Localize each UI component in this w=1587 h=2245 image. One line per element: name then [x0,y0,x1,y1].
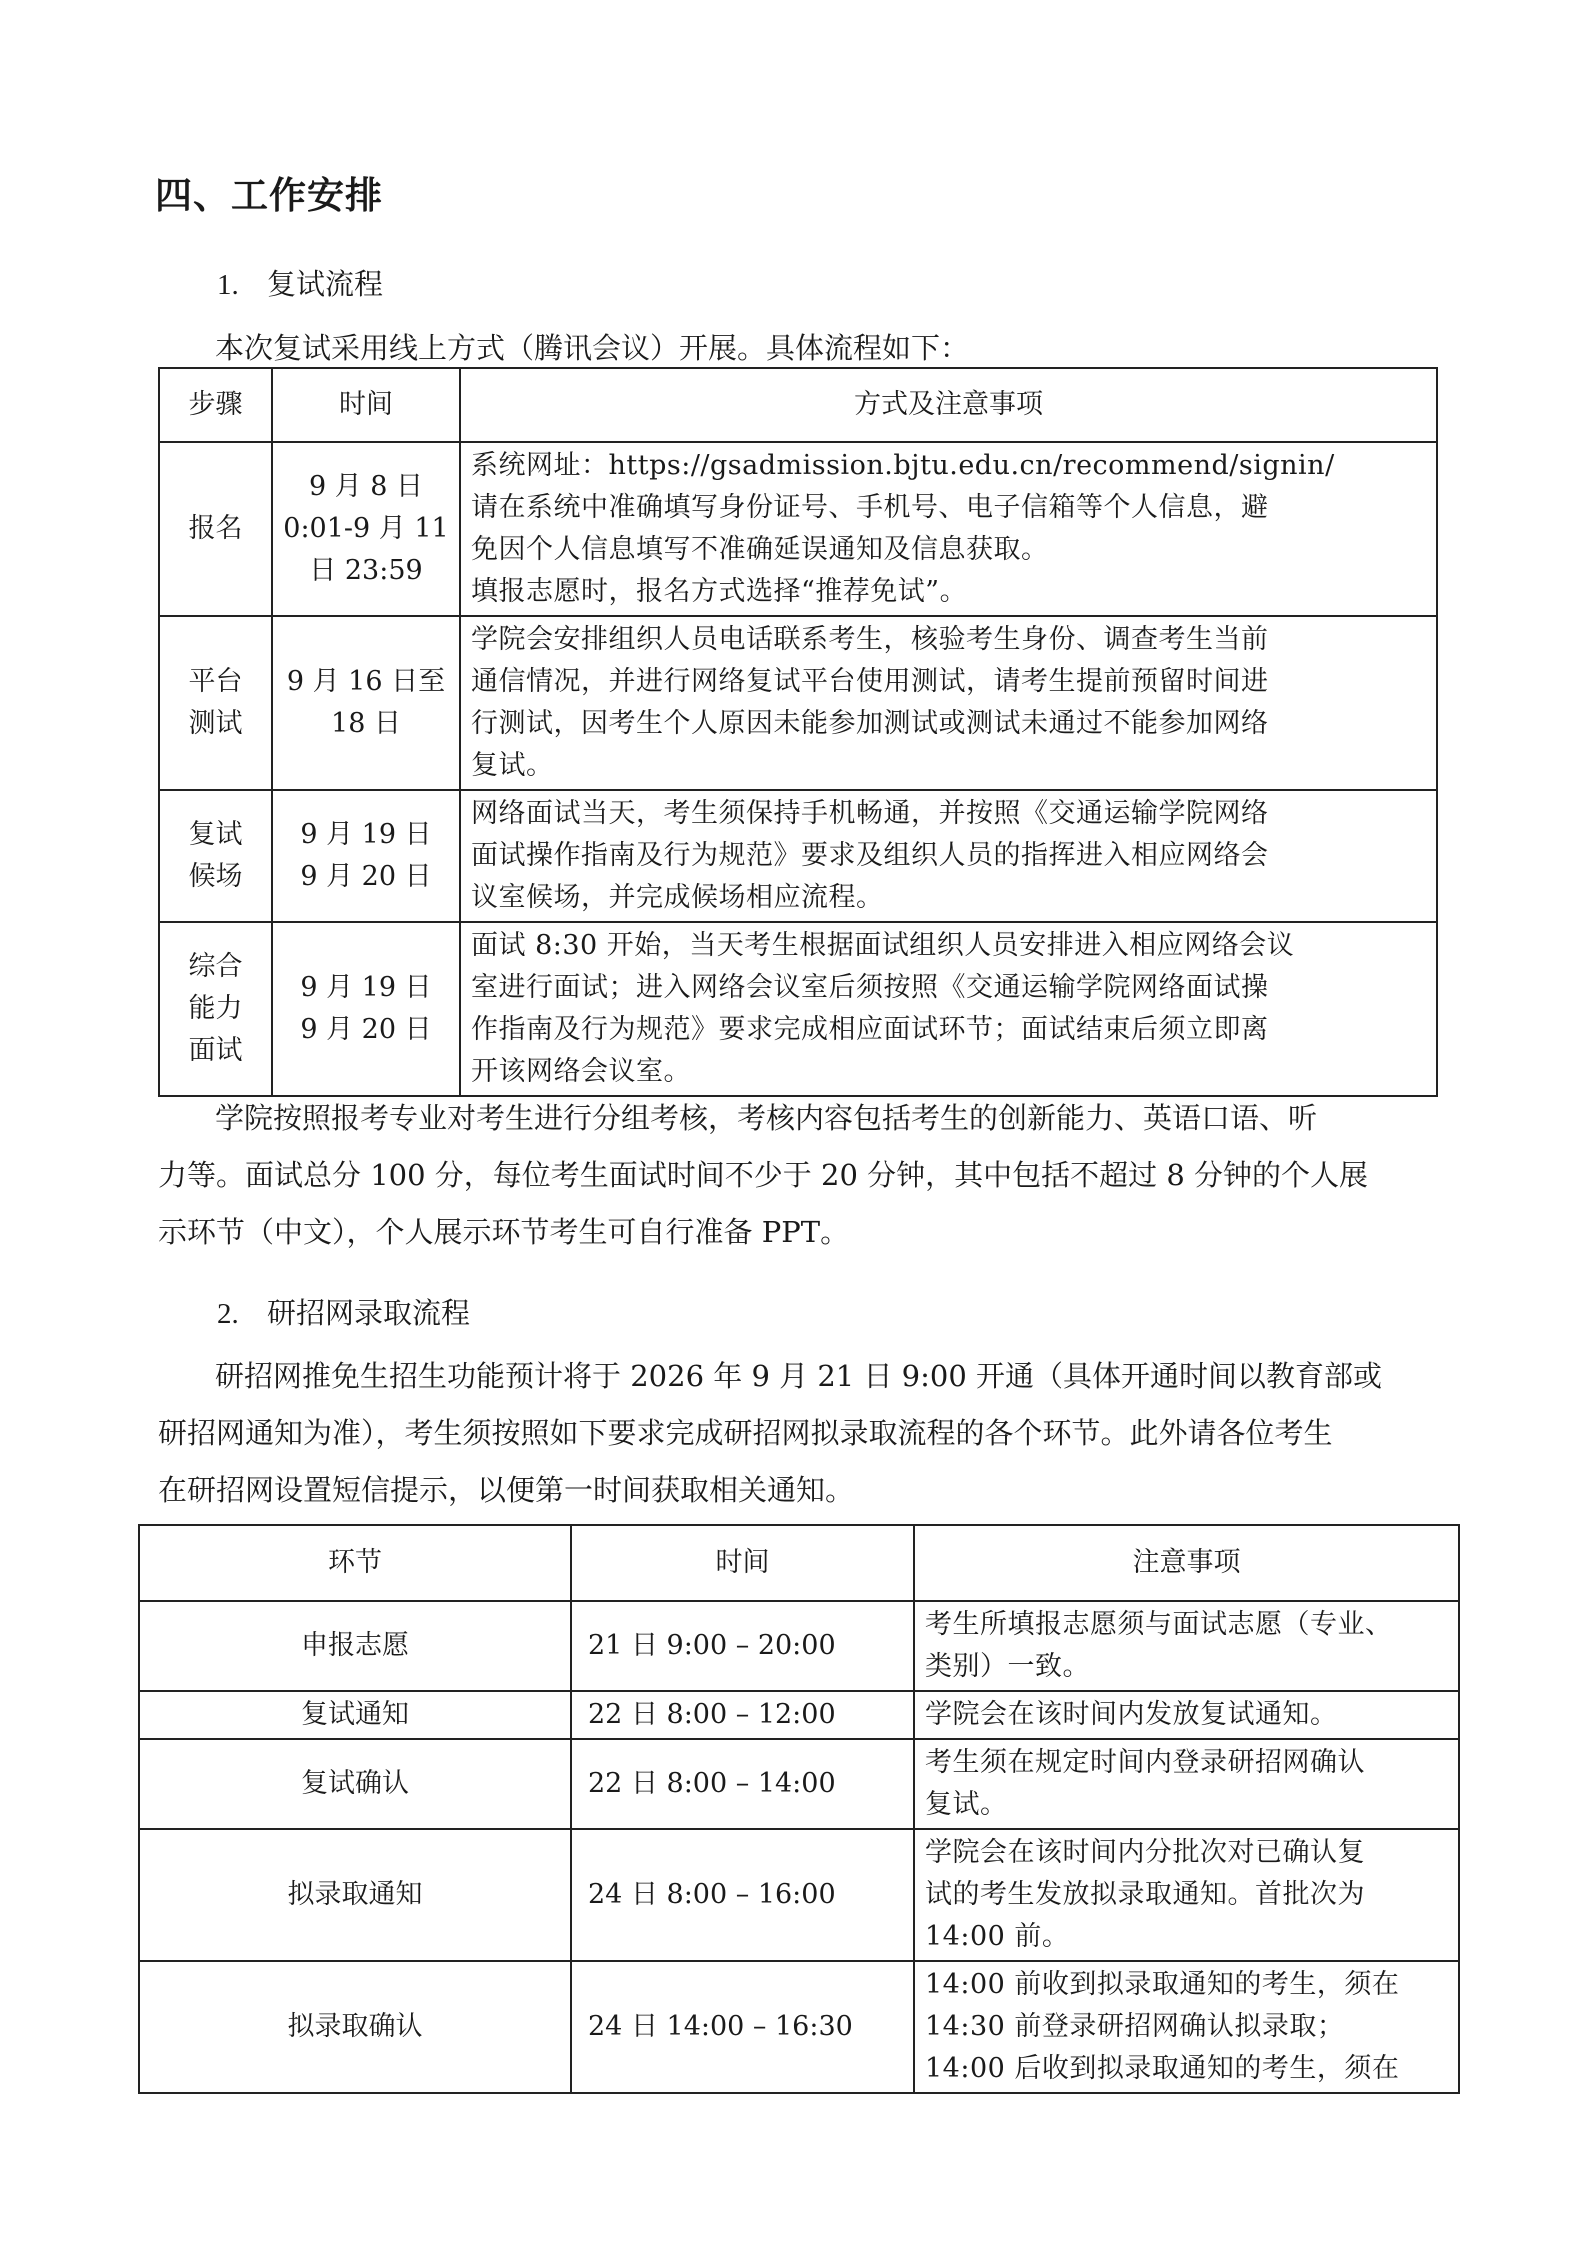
note-line: 14:30 前登录研招网确认拟录取； [925,2011,1345,2042]
retest-process-table [158,367,1438,1097]
note-line: 面试操作指南及行为规范》要求及组织人员的指挥进入相应网络会 [471,840,1269,871]
stage-cell: 复试确认 [139,1739,571,1829]
time-cell [272,616,460,790]
table-header-row [139,1525,1459,1601]
time-line: 9 月 19 日 [300,972,432,1003]
time-line: 9 月 8 日 [308,471,424,502]
paragraph-line: 研招网推免生招生功能预计将于 2026 年 9 月 21 日 9:00 开通（具体开通时间以教育部或 [215,1359,1383,1393]
admission-paragraph [158,1348,1440,1519]
time-line: 9 月 16 日至 [286,666,446,697]
step-line: 能力 [188,993,243,1024]
note-line: 学院会在该时间内发放复试通知。 [925,1699,1338,1730]
stage-cell: 拟录取通知 [139,1829,571,1961]
subsection-number: 2. [217,1298,239,1330]
note-line: 系统网址：https://gsadmission.bjtu.edu.cn/recommend/signin/ [471,450,1335,481]
table-header-row [159,368,1437,442]
table-row [139,1829,1459,1961]
note-cell [460,616,1437,790]
step-line: 综合 [188,951,243,982]
table-row [159,922,1437,1096]
header-cell: 时间 [272,368,460,442]
note-line: 复试。 [471,750,554,781]
stage-cell: 拟录取确认 [139,1961,571,2093]
assessment-paragraph [158,1090,1440,1261]
paragraph-line: 学院按照报考专业对考生进行分组考核，考核内容包括考生的创新能力、英语口语、听 [215,1101,1318,1135]
table-row [159,616,1437,790]
note-cell [914,1739,1459,1829]
table-row [139,1601,1459,1691]
time-cell: 21 日 9:00 – 20:00 [571,1601,914,1691]
note-line: 14:00 后收到拟录取通知的考生，须在 [925,2053,1400,2084]
subsection-heading-1 [217,262,383,303]
note-line: 复试。 [925,1789,1008,1820]
note-line: 网络面试当天，考生须保持手机畅通，并按照《交通运输学院网络 [471,798,1269,829]
step-cell [159,442,272,616]
step-line: 测试 [188,708,243,739]
note-line: 议室候场，并完成候场相应流程。 [471,882,884,913]
note-line: 学院会在该时间内分批次对已确认复 [925,1837,1365,1868]
note-line: 免因个人信息填写不准确延误通知及信息获取。 [471,534,1049,565]
note-cell [460,922,1437,1096]
step-line: 面试 [188,1035,243,1066]
note-cell [914,1961,1459,2093]
note-cell [914,1691,1459,1739]
time-cell: 24 日 8:00 – 16:00 [571,1829,914,1961]
note-cell [460,442,1437,616]
section-title: 四、工作安排 [155,174,383,217]
note-line: 室进行面试；进入网络会议室后须按照《交通运输学院网络面试操 [471,972,1269,1003]
table-row [139,1739,1459,1829]
time-line: 0:01-9 月 11 [283,513,449,544]
header-cell: 步骤 [159,368,272,442]
note-cell [460,790,1437,922]
header-cell: 时间 [571,1525,914,1601]
table-row [139,1961,1459,2093]
time-line: 9 月 20 日 [300,1014,432,1045]
note-line: 开该网络会议室。 [471,1056,691,1087]
step-cell [159,790,272,922]
note-line: 请在系统中准确填写身份证号、手机号、电子信箱等个人信息，避 [471,492,1269,523]
time-cell: 22 日 8:00 – 12:00 [571,1691,914,1739]
note-line: 通信情况，并进行网络复试平台使用测试，请考生提前预留时间进 [471,666,1269,697]
stage-cell: 申报志愿 [139,1601,571,1691]
time-line: 18 日 [331,708,401,739]
intro-text: 本次复试采用线上方式（腾讯会议）开展。具体流程如下： [215,331,970,365]
table-row [159,790,1437,922]
paragraph-line: 研招网通知为准），考生须按照如下要求完成研招网拟录取流程的各个环节。此外请各位考生 [158,1416,1333,1450]
table-row [159,442,1437,616]
note-line: 学院会安排组织人员电话联系考生，核验考生身份、调查考生当前 [471,624,1269,655]
step-cell [159,922,272,1096]
note-cell [914,1601,1459,1691]
note-line: 面试 8:30 开始，当天考生根据面试组织人员安排进入相应网络会议 [471,930,1295,961]
admission-process-table [138,1524,1460,2094]
stage-cell: 复试通知 [139,1691,571,1739]
time-cell: 24 日 14:00 – 16:30 [571,1961,914,2093]
step-line: 报名 [188,513,243,544]
table-row [139,1691,1459,1739]
note-line: 行测试，因考生个人原因未能参加测试或测试未通过不能参加网络 [471,708,1269,739]
step-cell [159,616,272,790]
paragraph-line: 力等。面试总分 100 分，每位考生面试时间不少于 20 分钟，其中包括不超过 8 分钟的个人展 [158,1158,1369,1192]
time-cell: 22 日 8:00 – 14:00 [571,1739,914,1829]
note-line: 14:00 前。 [925,1921,1070,1952]
note-line: 考生须在规定时间内登录研招网确认 [925,1747,1365,1778]
time-line: 9 月 20 日 [300,861,432,892]
time-cell [272,922,460,1096]
time-cell [272,790,460,922]
paragraph-line: 示环节（中文），个人展示环节考生可自行准备 PPT。 [158,1215,850,1249]
note-line: 14:00 前收到拟录取通知的考生，须在 [925,1969,1400,2000]
subsection-number: 1. [217,269,239,301]
step-line: 候场 [188,861,243,892]
note-cell [914,1829,1459,1961]
note-line: 考生所填报志愿须与面试志愿（专业、 [925,1609,1393,1640]
time-line: 9 月 19 日 [300,819,432,850]
time-cell [272,442,460,616]
header-cell: 注意事项 [914,1525,1459,1601]
header-cell: 环节 [139,1525,571,1601]
note-line: 试的考生发放拟录取通知。首批次为 [925,1879,1365,1910]
step-line: 平台 [188,666,243,697]
note-line: 作指南及行为规范》要求完成相应面试环节；面试结束后须立即离 [471,1014,1269,1045]
note-line: 填报志愿时，报名方式选择“推荐免试”。 [471,576,968,607]
subsection-heading-2 [217,1291,470,1332]
subsection-title: 研招网录取流程 [267,1296,471,1330]
step-line: 复试 [188,819,243,850]
header-cell: 方式及注意事项 [460,368,1437,442]
paragraph-line: 在研招网设置短信提示，以便第一时间获取相关通知。 [158,1473,855,1507]
time-line: 日 23:59 [309,555,423,586]
subsection-title: 复试流程 [267,267,384,301]
note-line: 类别）一致。 [925,1651,1090,1682]
